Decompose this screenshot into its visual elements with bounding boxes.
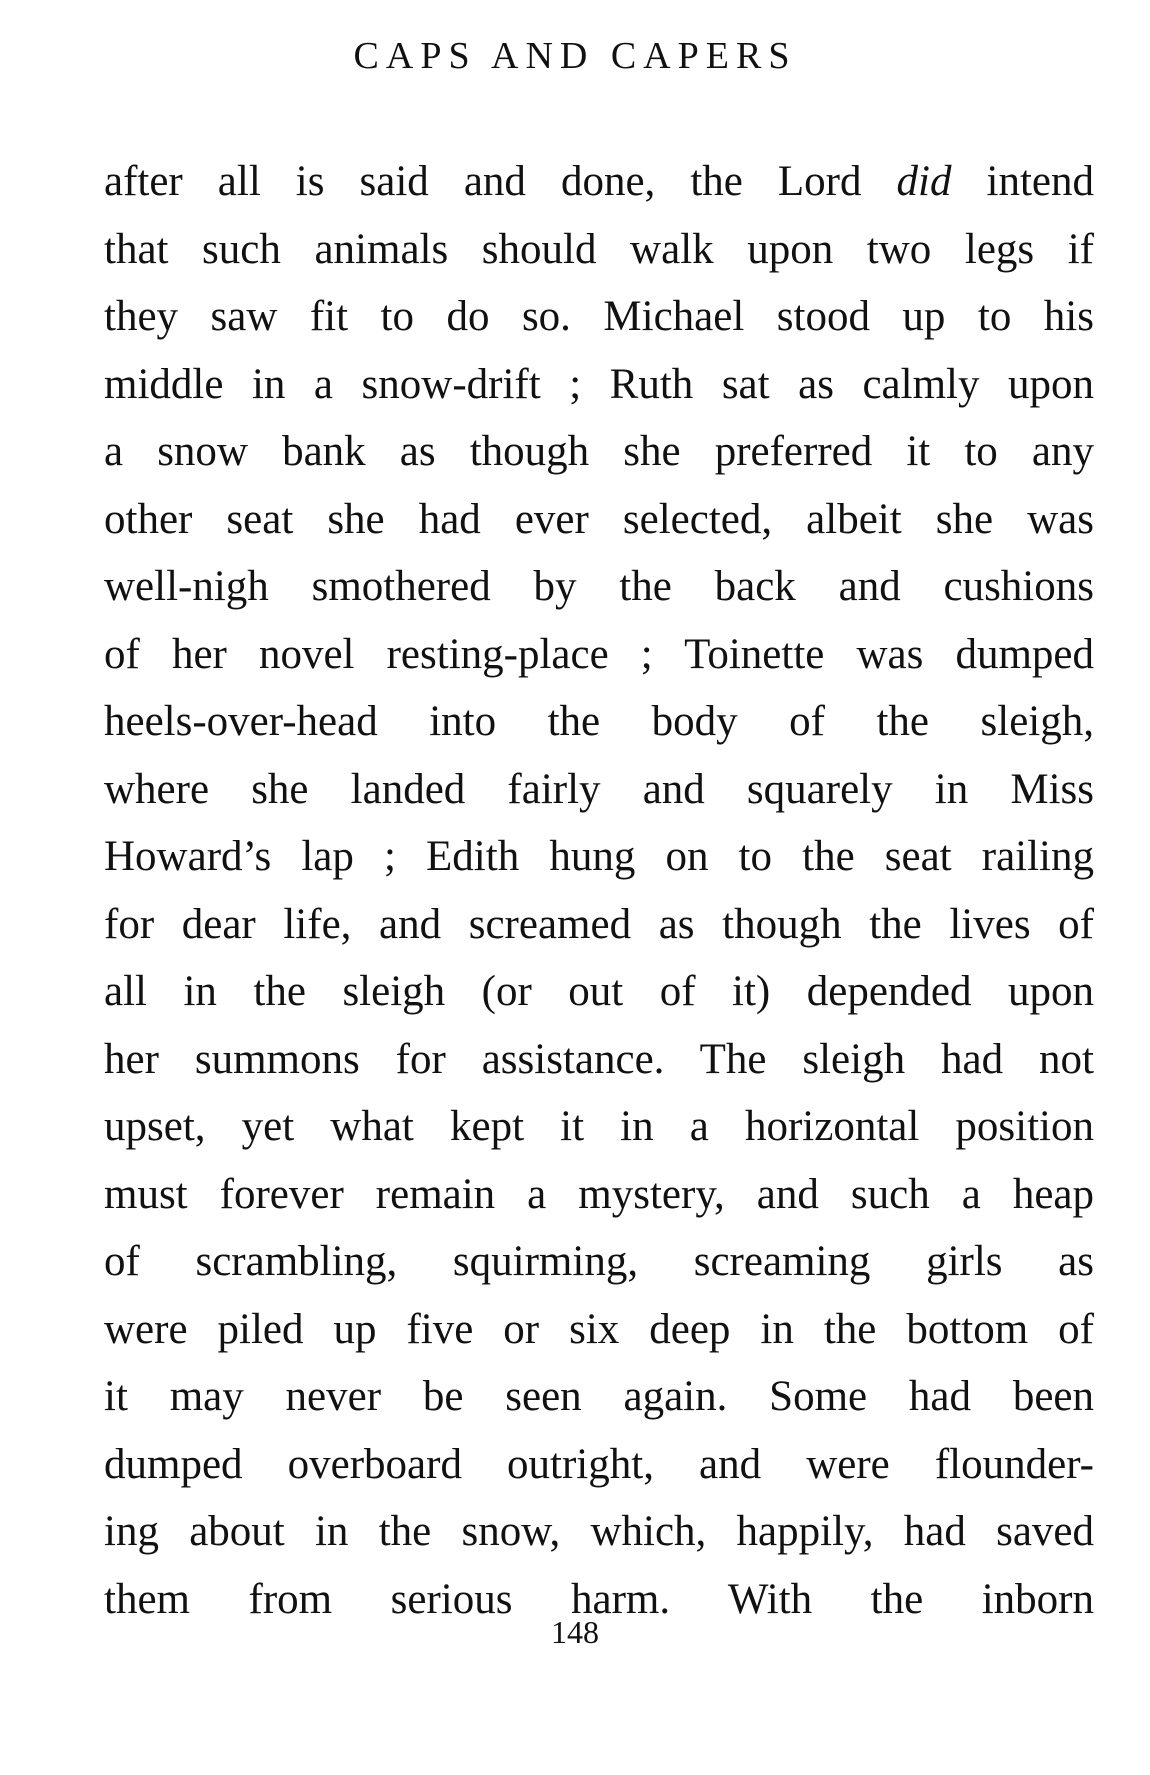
- text-line: were piled up five or six deep in the bottom of: [104, 1305, 1094, 1353]
- text-line: ing about in the snow, which, happily, had saved: [104, 1508, 1094, 1555]
- text-line: of her novel resting-place ; Toinette was dumped: [104, 630, 1094, 678]
- text-line-end: intend: [951, 158, 1094, 205]
- text-line: that such animals should walk upon two legs if: [104, 225, 1094, 273]
- text-line: of scrambling, squirming, screaming girls as: [104, 1238, 1094, 1285]
- text-line: other seat she had ever selected, albeit she was: [104, 495, 1094, 543]
- text-line: well-nigh smothered by the back and cushions: [104, 563, 1094, 610]
- text-line-start: after all is said and done, the Lord: [104, 158, 897, 205]
- body-text: [104, 148, 1094, 1633]
- text-line: dumped overboard outright, and were flounder-: [104, 1440, 1094, 1488]
- text-line: upset, yet what kept it in a horizontal position: [104, 1103, 1094, 1150]
- text-line: must forever remain a mystery, and such a heap: [104, 1170, 1094, 1218]
- text-line: a snow bank as though she preferred it to any: [104, 428, 1094, 475]
- text-line: [104, 148, 1094, 216]
- page-number: 148: [551, 1614, 599, 1650]
- text-line: Howard’s lap ; Edith hung on to the seat railing: [104, 833, 1094, 880]
- text-line: where she landed fairly and squarely in Miss: [104, 765, 1094, 813]
- text-line: middle in a snow-drift ; Ruth sat as calmly upon: [104, 360, 1094, 408]
- text-line: they saw fit to do so. Michael stood up to his: [104, 293, 1094, 340]
- text-line: for dear life, and screamed as though the lives of: [104, 900, 1094, 948]
- text-line: her summons for assistance. The sleigh had not: [104, 1035, 1094, 1083]
- text-line: all in the sleigh (or out of it) depended upon: [104, 968, 1094, 1015]
- text-line: it may never be seen again. Some had been: [104, 1373, 1094, 1420]
- emphasized-word: did: [896, 158, 952, 205]
- text-line: heels-over-head into the body of the sleigh,: [104, 698, 1094, 745]
- running-head: CAPS AND CAPERS: [353, 35, 797, 77]
- text-line: them from serious harm. With the inborn: [104, 1575, 1094, 1623]
